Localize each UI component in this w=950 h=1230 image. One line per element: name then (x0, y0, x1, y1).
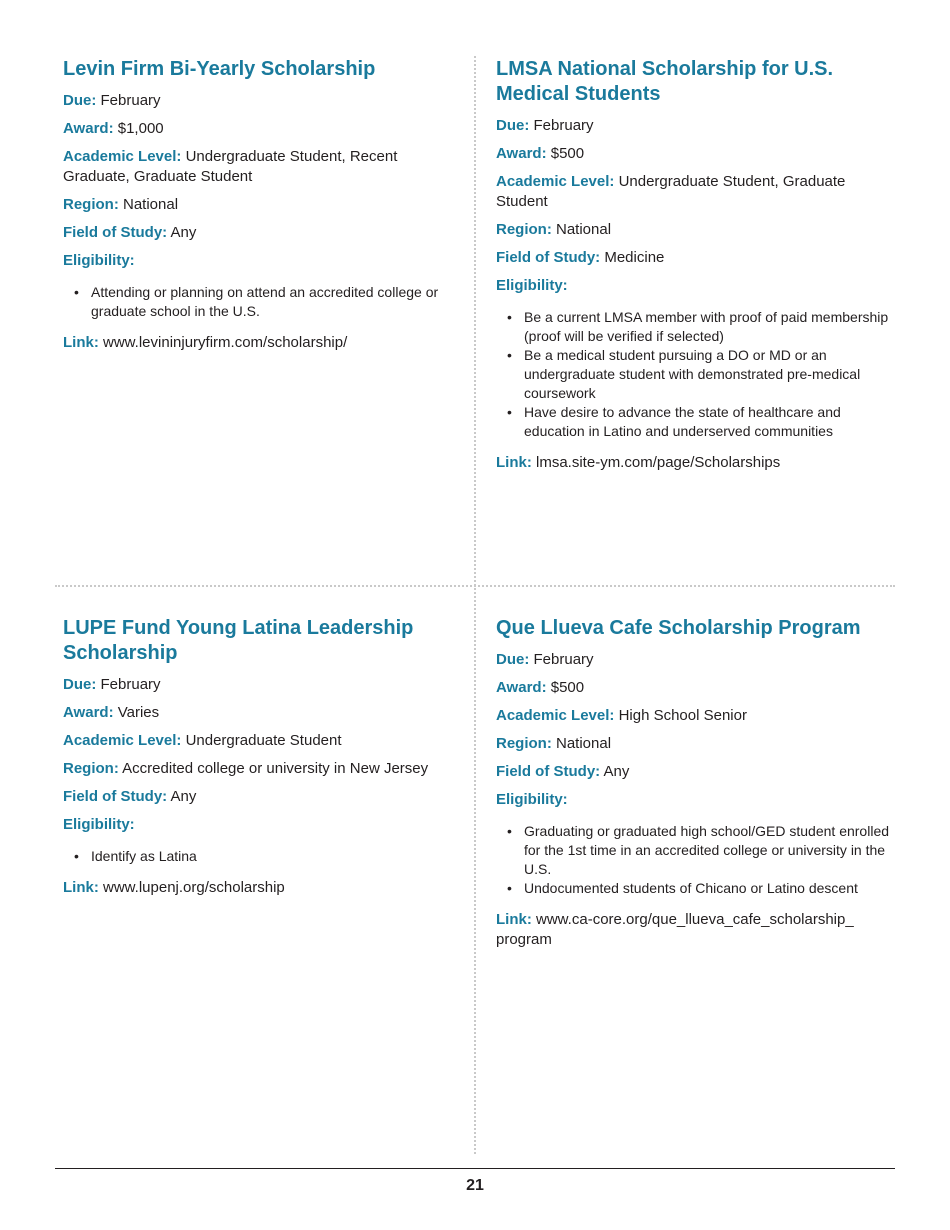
region-value: Accredited college or university in New Jersey (122, 760, 429, 777)
scholarship-card-lmsa (496, 57, 891, 481)
due-field (496, 116, 891, 136)
scholarship-title: Que Llueva Cafe Scholarship Program (496, 617, 861, 639)
region-label: Region: (496, 221, 552, 238)
eligibility-heading: Eligibility: (496, 791, 568, 808)
due-value: February (100, 92, 161, 109)
award-value: $500 (550, 145, 585, 162)
region-label: Region: (63, 760, 119, 777)
region-field (63, 759, 458, 779)
award-label: Award: (496, 145, 547, 162)
due-label: Due: (496, 651, 530, 668)
region-value: National (556, 221, 612, 238)
region-value: National (123, 196, 179, 213)
page-number: 21 (466, 1177, 484, 1194)
link-field (63, 878, 458, 898)
eligibility-item: • Undocumented students of Chicano or Latino descent (524, 879, 891, 898)
academic-level-value: Undergraduate Student, Graduate Student (496, 173, 846, 210)
award-field (496, 678, 891, 698)
award-value: $1,000 (117, 120, 164, 137)
award-field (496, 144, 891, 164)
link-label: Link: (496, 911, 532, 928)
eligibility-item: • Graduating or graduated high school/GED student enrolled for the 1st time in an accredited college or university in the U.S. (524, 822, 891, 879)
field-of-study-field (63, 787, 458, 807)
region-label: Region: (63, 196, 119, 213)
eligibility-list (63, 847, 458, 866)
field-of-study-value: Medicine (604, 249, 665, 266)
eligibility-item: • Have desire to advance the state of healthcare and education in Latino and underserved communities (524, 403, 891, 441)
eligibility-list (496, 822, 891, 898)
region-field (63, 195, 458, 215)
due-field (496, 650, 891, 670)
region-field (496, 734, 891, 754)
field-of-study-label: Field of Study: (496, 249, 601, 266)
academic-level-value: High School Senior (618, 707, 747, 724)
scholarship-card-lupe (63, 616, 458, 906)
due-field (63, 675, 458, 695)
eligibility-list (63, 283, 458, 321)
award-label: Award: (496, 679, 547, 696)
scholarship-card-que-llueva (496, 616, 891, 958)
link-field (496, 453, 891, 473)
due-field (63, 91, 458, 111)
field-of-study-field (496, 248, 891, 268)
region-value: National (556, 735, 612, 752)
field-of-study-label: Field of Study: (63, 788, 168, 805)
award-label: Award: (63, 704, 114, 721)
field-of-study-value: Any (170, 224, 197, 241)
scholarship-card-levin (63, 57, 458, 361)
award-value: Varies (117, 704, 160, 721)
link-field (63, 333, 458, 353)
academic-level-field (496, 706, 891, 726)
field-of-study-label: Field of Study: (496, 763, 601, 780)
academic-level-label: Academic Level: (63, 148, 182, 165)
academic-level-value: Undergraduate Student, Recent Graduate, Graduate Student (63, 148, 398, 185)
academic-level-value: Undergraduate Student (185, 732, 342, 749)
eligibility-list (496, 308, 891, 441)
eligibility-heading: Eligibility: (496, 277, 568, 294)
field-of-study-value: Any (603, 763, 630, 780)
field-of-study-field (63, 223, 458, 243)
link-label: Link: (63, 334, 99, 351)
link-value[interactable]: www.ca-core.org/que_llueva_cafe_scholarship_ program (496, 911, 854, 948)
award-value: $500 (550, 679, 585, 696)
due-value: February (100, 676, 161, 693)
eligibility-item: • Be a current LMSA member with proof of paid membership (proof will be verified if selected) (524, 308, 891, 346)
due-value: February (533, 651, 594, 668)
field-of-study-field (496, 762, 891, 782)
academic-level-label: Academic Level: (496, 707, 615, 724)
link-value[interactable]: www.lupenj.org/scholarship (103, 879, 285, 896)
link-label: Link: (63, 879, 99, 896)
vertical-divider (474, 56, 476, 1154)
eligibility-item: • Be a medical student pursuing a DO or MD or an undergraduate student with demonstrated pre-medical coursework (524, 346, 891, 403)
due-label: Due: (63, 676, 97, 693)
award-field (63, 119, 458, 139)
academic-level-label: Academic Level: (496, 173, 615, 190)
footer-rule (55, 1168, 895, 1169)
eligibility-item: • Attending or planning on attend an accredited college or graduate school in the U.S. (91, 283, 458, 321)
academic-level-field (63, 147, 458, 187)
horizontal-divider (55, 585, 895, 587)
field-of-study-label: Field of Study: (63, 224, 168, 241)
eligibility-heading: Eligibility: (63, 252, 135, 269)
due-label: Due: (496, 117, 530, 134)
scholarship-title: Levin Firm Bi-Yearly Scholarship (63, 58, 376, 80)
field-of-study-value: Any (170, 788, 197, 805)
award-field (63, 703, 458, 723)
award-label: Award: (63, 120, 114, 137)
eligibility-heading: Eligibility: (63, 816, 135, 833)
link-field (496, 910, 891, 950)
academic-level-label: Academic Level: (63, 732, 182, 749)
scholarship-title: LUPE Fund Young Latina Leadership Scholarship (63, 617, 414, 664)
link-label: Link: (496, 454, 532, 471)
academic-level-field (63, 731, 458, 751)
academic-level-field (496, 172, 891, 212)
due-value: February (533, 117, 594, 134)
eligibility-item: • Identify as Latina (91, 847, 458, 866)
due-label: Due: (63, 92, 97, 109)
link-value[interactable]: lmsa.site-ym.com/page/Scholarships (536, 454, 781, 471)
scholarship-title: LMSA National Scholarship for U.S. Medical Students (496, 58, 834, 105)
region-label: Region: (496, 735, 552, 752)
link-value[interactable]: www.levininjuryfirm.com/scholarship/ (103, 334, 348, 351)
region-field (496, 220, 891, 240)
